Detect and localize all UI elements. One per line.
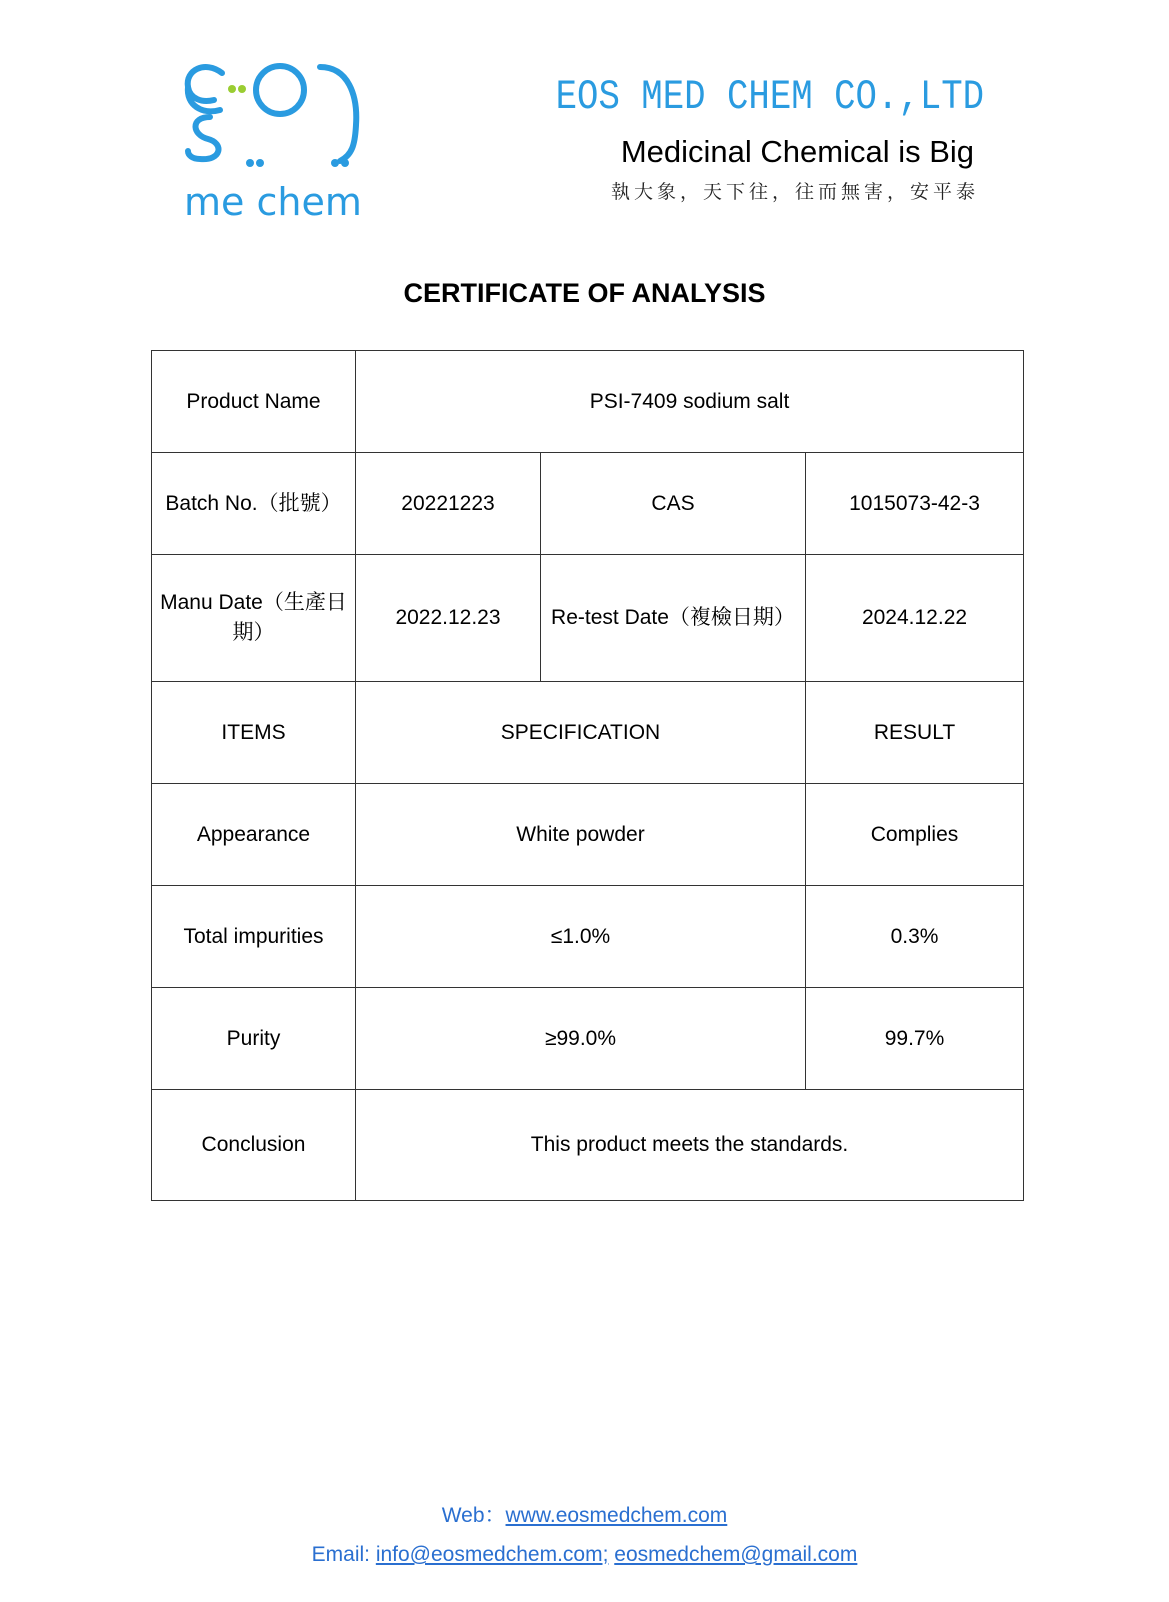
document-title: CERTIFICATE OF ANALYSIS — [403, 278, 766, 308]
email-label: Email: — [311, 1543, 376, 1566]
table-row — [152, 886, 1024, 988]
table-row — [152, 1090, 1024, 1201]
company-motto: 執大象，天下往，往而無害，安平泰 — [610, 181, 979, 203]
table-row — [152, 555, 1024, 682]
product-name-value: PSI-7409 sodium salt — [356, 351, 1024, 453]
conclusion-label: Conclusion — [152, 1090, 356, 1201]
table-header-row — [152, 682, 1024, 784]
item-cell: Total impurities — [152, 886, 356, 988]
footer-email — [0, 1541, 1169, 1569]
table-row — [152, 351, 1024, 453]
logo-text: me chem — [184, 180, 362, 224]
cas-label: CAS — [541, 453, 806, 555]
item-cell: Purity — [152, 988, 356, 1090]
gmail-email-link[interactable]: eosmedchem@gmail.com — [614, 1543, 858, 1566]
batch-label: Batch No.（批號） — [152, 453, 356, 555]
result-cell: Complies — [806, 784, 1024, 886]
items-header: ITEMS — [152, 682, 356, 784]
product-name-label: Product Name — [152, 351, 356, 453]
table-row — [152, 784, 1024, 886]
cas-value: 1015073-42-3 — [806, 453, 1024, 555]
batch-value: 20221223 — [356, 453, 541, 555]
company-name: EOS MED CHEM CO.,LTD — [555, 73, 984, 121]
specification-header: SPECIFICATION — [356, 682, 806, 784]
retest-date-label: Re-test Date（複檢日期） — [541, 555, 806, 682]
conclusion-value: This product meets the standards. — [356, 1090, 1024, 1201]
result-cell: 0.3% — [806, 886, 1024, 988]
result-cell: 99.7% — [806, 988, 1024, 1090]
table-row — [152, 988, 1024, 1090]
specification-cell: ≤1.0% — [356, 886, 806, 988]
item-cell: Appearance — [152, 784, 356, 886]
result-header: RESULT — [806, 682, 1024, 784]
specification-cell: ≥99.0% — [356, 988, 806, 1090]
manu-date-label: Manu Date（生產日期） — [152, 555, 356, 682]
footer-web — [0, 1502, 1169, 1530]
company-tagline: Medicinal Chemical is Big — [620, 134, 974, 169]
retest-date-value: 2024.12.22 — [806, 555, 1024, 682]
manu-date-value: 2022.12.23 — [356, 555, 541, 682]
analysis-table — [151, 350, 1024, 1201]
specification-cell: White powder — [356, 784, 806, 886]
web-label: Web： — [441, 1504, 506, 1527]
table-row — [152, 453, 1024, 555]
website-link[interactable]: www.eosmedchem.com — [505, 1504, 728, 1527]
info-email-link[interactable]: info@eosmedchem.com; — [375, 1543, 609, 1566]
